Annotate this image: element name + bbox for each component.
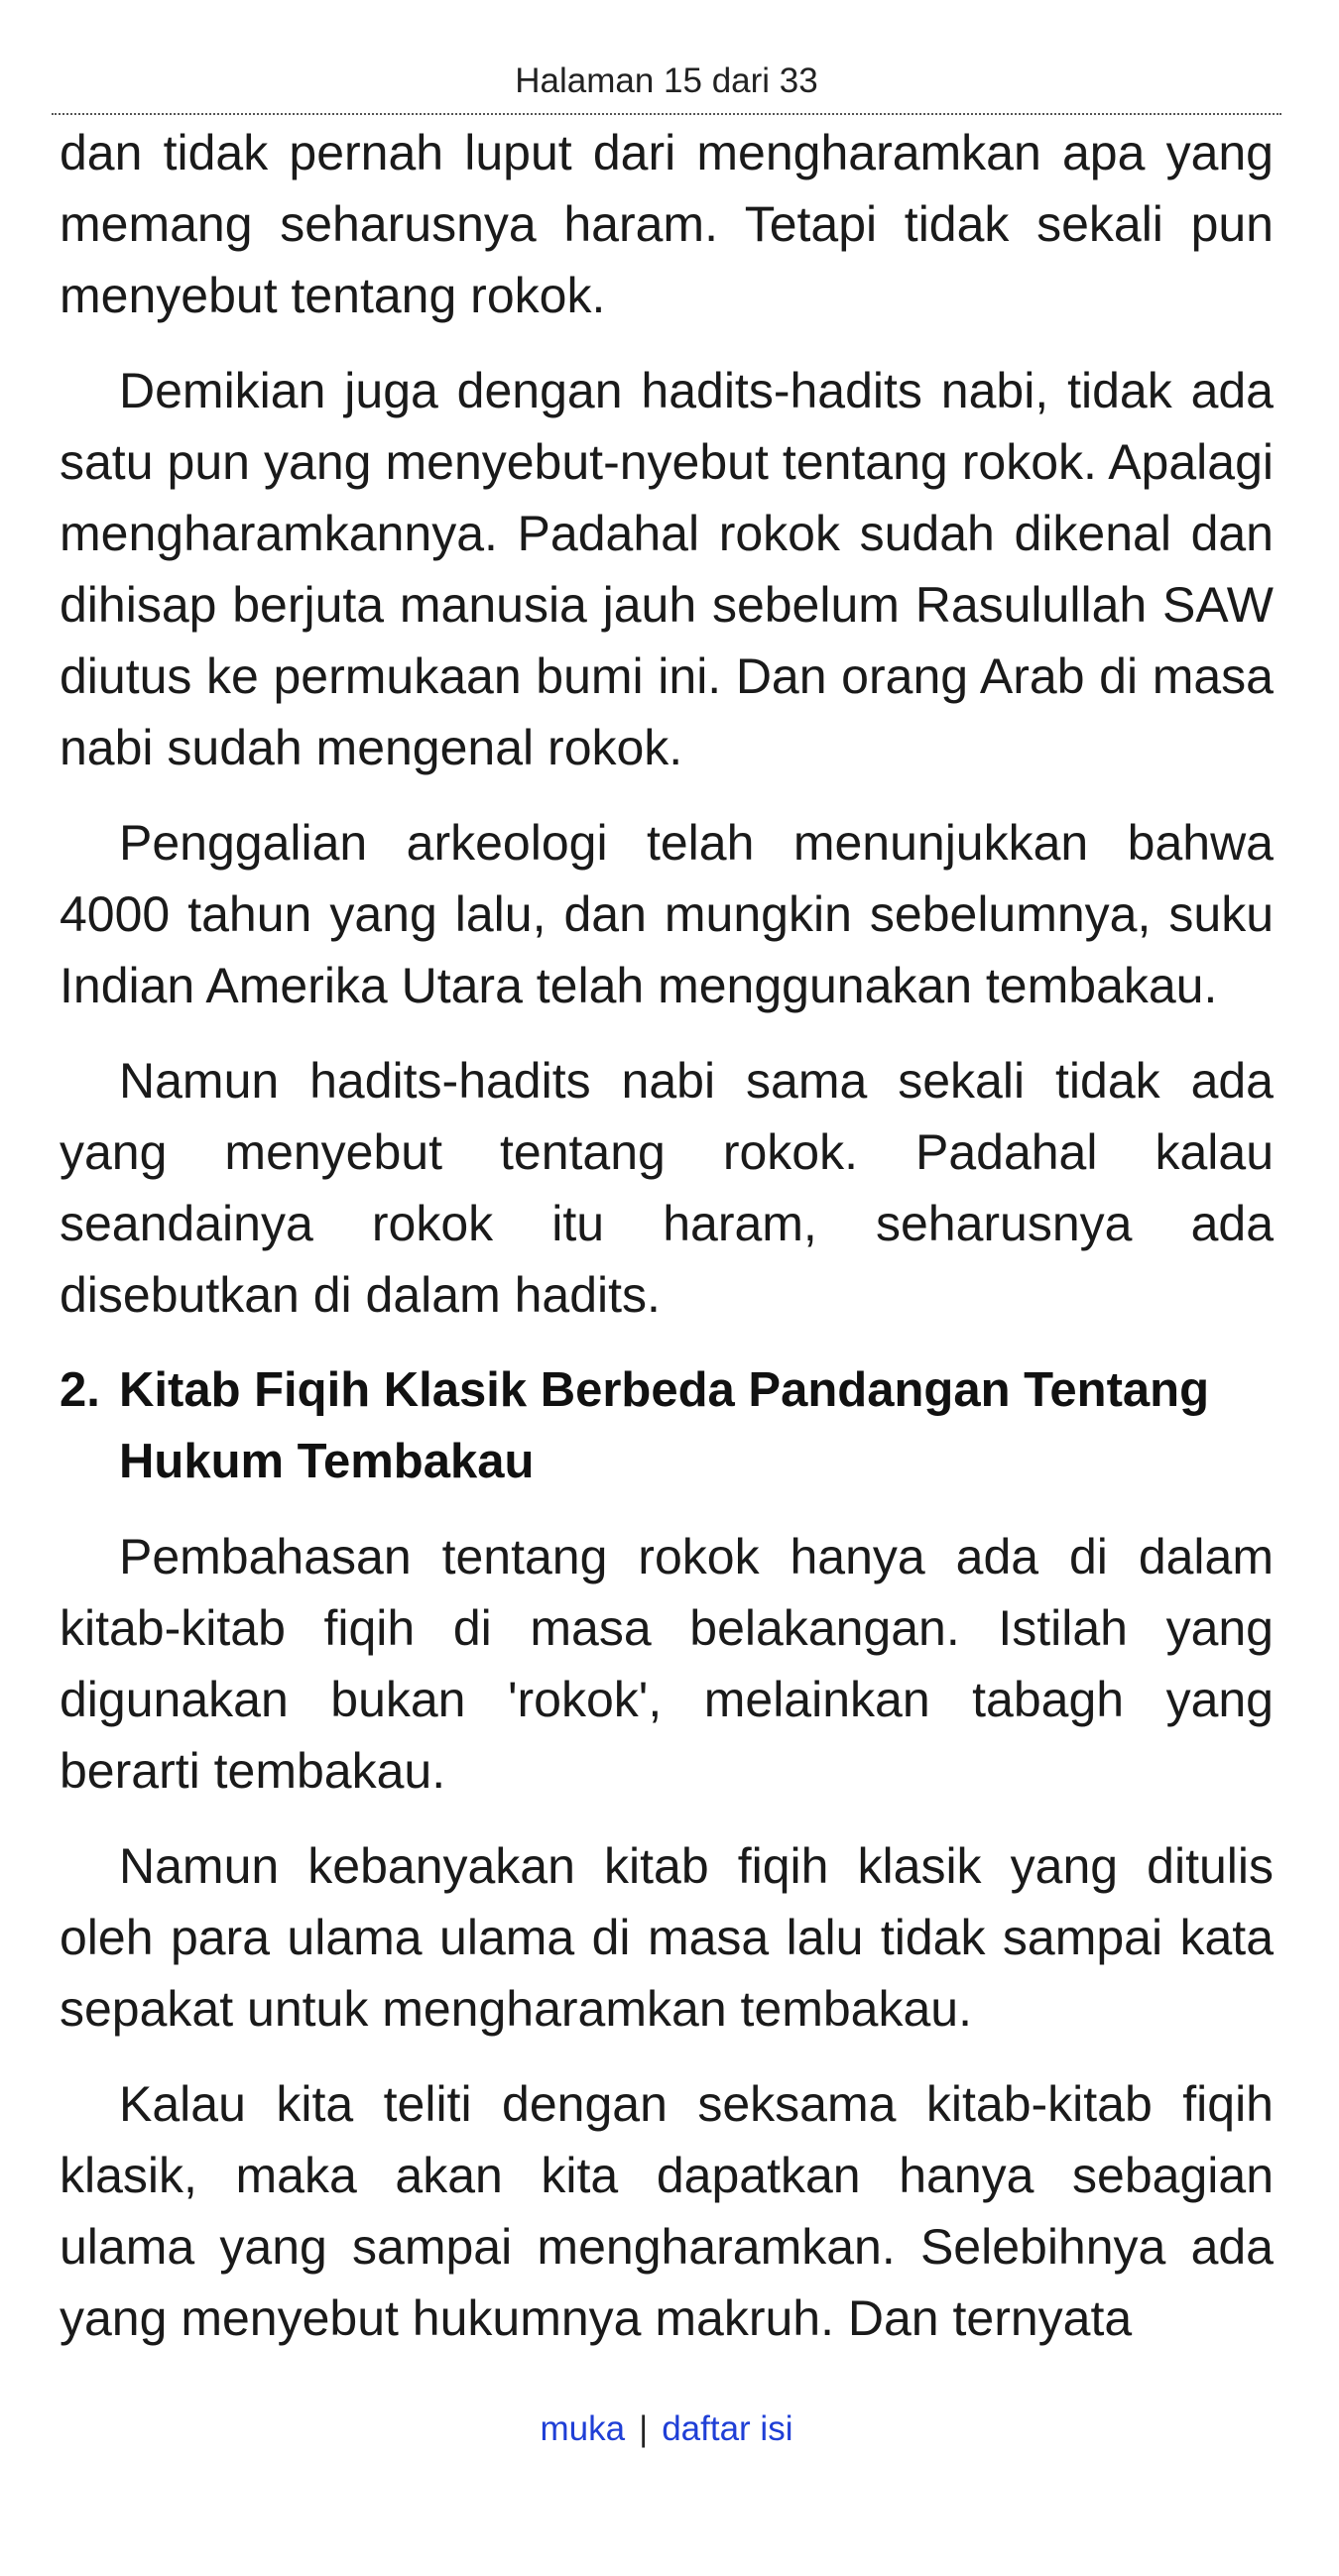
paragraph: Pembahasan tentang rokok hanya ada di dalam kitab-kitab fiqih di masa belakangan. Istilah yang digunakan bukan 'rokok', melainkan tabagh yang berarti tembakau. [60, 1529, 1274, 1799]
header-divider [52, 113, 1281, 115]
section-number: 2. [60, 1363, 100, 1417]
paragraph: Demikian juga dengan hadits-hadits nabi, tidak ada satu pun yang menyebut-nyebut tentang rokok. Apalagi mengharamkannya. Padahal rokok sudah dikenal dan dihisap berjuta manusia jauh sebelum Rasulullah SAW diutus ke permukaan bumi ini. Dan orang Arab di masa nabi sudah mengenal rokok. [60, 363, 1274, 775]
document-body [60, 117, 1274, 2378]
section-heading [60, 1354, 1274, 1497]
page-indicator: Halaman 15 dari 33 [515, 61, 818, 100]
home-link[interactable]: muka [540, 2409, 626, 2448]
footer-separator: | [639, 2409, 649, 2448]
section-title: Kitab Fiqih Klasik Berbeda Pandangan Tentang Hukum Tembakau [119, 1363, 1210, 1488]
paragraph: dan tidak pernah luput dari mengharamkan apa yang memang seharusnya haram. Tetapi tidak sekali pun menyebut tentang rokok. [60, 125, 1274, 323]
paragraph: Namun hadits-hadits nabi sama sekali tidak ada yang menyebut tentang rokok. Padahal kalau seandainya rokok itu haram, seharusnya ada disebutkan di dalam hadits. [60, 1053, 1274, 1323]
table-of-contents-link[interactable]: daftar isi [662, 2409, 793, 2448]
paragraph: Kalau kita teliti dengan seksama kitab-kitab fiqih klasik, maka akan kita dapatkan hanya sebagian ulama yang sampai mengharamkan. Selebihnya ada yang menyebut hukumnya makruh. Dan ternyata [60, 2076, 1274, 2346]
paragraph: Namun kebanyakan kitab fiqih klasik yang ditulis oleh para ulama ulama di masa lalu tidak sampai kata sepakat untuk mengharamkan tembakau. [60, 1838, 1274, 2037]
page-footer [52, 2405, 1281, 2453]
paragraph: Penggalian arkeologi telah menunjukkan bahwa 4000 tahun yang lalu, dan mungkin sebelumnya, suku Indian Amerika Utara telah menggunakan tembakau. [60, 815, 1274, 1013]
